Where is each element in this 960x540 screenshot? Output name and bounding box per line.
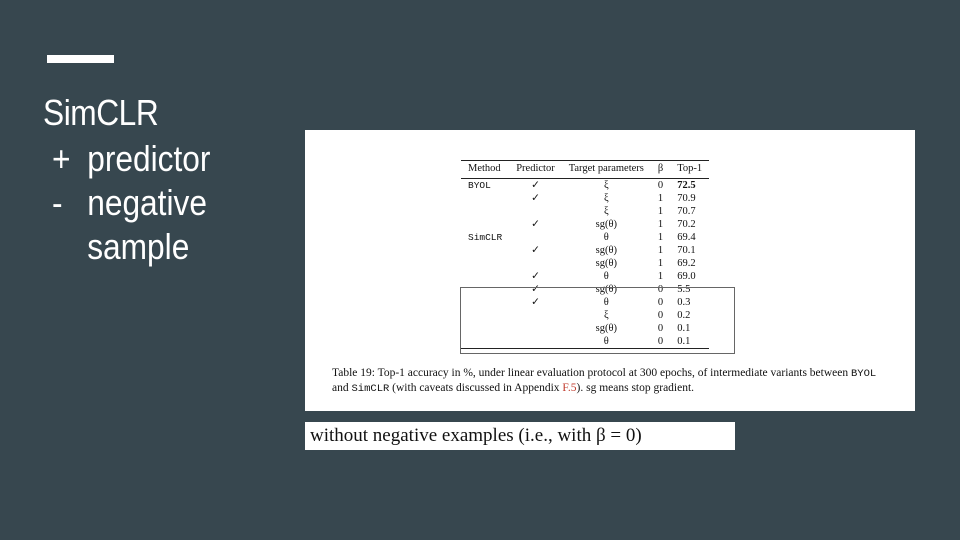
- header-top1: Top-1: [670, 161, 709, 179]
- header-method: Method: [461, 161, 509, 179]
- cell-beta: 1: [657, 219, 664, 230]
- cell-predictor: [509, 205, 562, 218]
- cell-method: [461, 205, 509, 218]
- caption-byol: BYOL: [851, 368, 877, 380]
- cell-predictor: ✓: [531, 284, 540, 295]
- cell-predictor: ✓: [531, 180, 540, 191]
- cell-target: ξ: [603, 180, 609, 191]
- cell-top1: 5.5: [677, 284, 691, 295]
- cell-predictor: ✓: [531, 297, 540, 308]
- bullet-text: predictor: [87, 138, 211, 179]
- cell-method: SimCLR: [468, 232, 503, 243]
- cell-target: ξ: [603, 310, 609, 321]
- cell-top1: 72.5: [677, 180, 696, 191]
- cell-beta: 0: [651, 335, 670, 349]
- table-header-row: [461, 161, 709, 179]
- cell-beta: 0: [657, 180, 664, 191]
- cell-predictor: ✓: [531, 193, 540, 204]
- cell-beta: 0: [657, 310, 664, 321]
- cell-top1: 0.2: [677, 310, 691, 321]
- table-row: [461, 205, 709, 218]
- slide-title: SimCLR: [43, 92, 159, 133]
- cell-predictor: ✓: [531, 219, 540, 230]
- cell-top1: 69.2: [677, 258, 696, 269]
- paper-table-figure: [305, 130, 915, 411]
- table-row: [461, 270, 709, 283]
- caption-text: ). sg means stop gradient.: [576, 382, 695, 394]
- header-target: Target parameters: [562, 161, 651, 179]
- cell-beta: 1: [657, 245, 664, 256]
- header-predictor: Predictor: [509, 161, 562, 179]
- cell-beta: 1: [657, 232, 664, 243]
- cell-target: ξ: [603, 206, 609, 217]
- cell-top1: 0.1: [677, 323, 691, 334]
- cell-beta: 1: [657, 258, 664, 269]
- table-row: [461, 218, 709, 231]
- cell-target: sg(θ): [595, 219, 617, 230]
- cell-target: θ: [603, 297, 609, 308]
- bullet-list: [52, 137, 210, 269]
- caption-simclr: SimCLR: [351, 383, 390, 395]
- cell-top1: 70.2: [677, 219, 696, 230]
- highlight-box: [460, 287, 735, 354]
- cell-top1: 0.1: [670, 335, 709, 349]
- cell-target: sg(θ): [595, 284, 617, 295]
- cell-method: [461, 257, 509, 270]
- cell-beta: 0: [657, 284, 664, 295]
- cell-predictor: ✓: [531, 245, 540, 256]
- bullet-text: negative sample: [87, 182, 207, 267]
- cell-predictor: [509, 257, 562, 270]
- caption-text: (with caveats discussed in Appendix: [389, 382, 563, 394]
- table-row: [461, 244, 709, 257]
- cell-beta: 0: [657, 323, 664, 334]
- bullet-mark: -: [52, 182, 63, 223]
- table-row: [461, 192, 709, 205]
- cell-beta: 1: [657, 271, 664, 282]
- cell-top1: 70.7: [677, 206, 696, 217]
- cell-target: sg(θ): [595, 245, 617, 256]
- bullet-item: [52, 181, 210, 269]
- table-row: [461, 231, 709, 244]
- table-row: [461, 179, 709, 193]
- cell-beta: 1: [657, 193, 664, 204]
- cell-predictor: ✓: [531, 271, 540, 282]
- cell-target: θ: [603, 232, 609, 243]
- cell-top1: 70.9: [677, 193, 696, 204]
- cell-target: θ: [603, 271, 609, 282]
- table-row: [461, 257, 709, 270]
- note-text: without negative examples (i.e., with β = 0): [310, 425, 642, 446]
- caption-text: and: [332, 382, 352, 394]
- header-beta: β: [651, 161, 670, 179]
- table-caption: [332, 366, 892, 396]
- cell-method: [461, 192, 509, 205]
- cell-top1: 69.0: [677, 271, 696, 282]
- cell-top1: 70.1: [677, 245, 696, 256]
- bullet-item: [52, 137, 210, 181]
- cell-beta: 0: [657, 297, 664, 308]
- note-box: [305, 422, 735, 450]
- cell-top1: 0.3: [677, 297, 691, 308]
- cell-method: [461, 218, 509, 231]
- bullet-mark: +: [52, 138, 71, 179]
- cell-method: [461, 244, 509, 257]
- cell-method: BYOL: [468, 180, 491, 191]
- cell-predictor: [509, 231, 562, 244]
- cell-beta: 1: [657, 206, 664, 217]
- cell-target: θ: [562, 335, 651, 349]
- cell-target: sg(θ): [595, 323, 617, 334]
- cell-top1: 69.4: [677, 232, 696, 243]
- cell-target: ξ: [603, 193, 609, 204]
- cell-method: [461, 270, 509, 283]
- caption-text: Table 19: Top-1 accuracy in %, under linear evaluation protocol at 300 epochs, of intermediate variants between: [332, 367, 851, 379]
- title-accent-bar: [47, 55, 114, 63]
- cell-target: sg(θ): [595, 258, 617, 269]
- caption-appendix-link[interactable]: F.5: [562, 382, 577, 394]
